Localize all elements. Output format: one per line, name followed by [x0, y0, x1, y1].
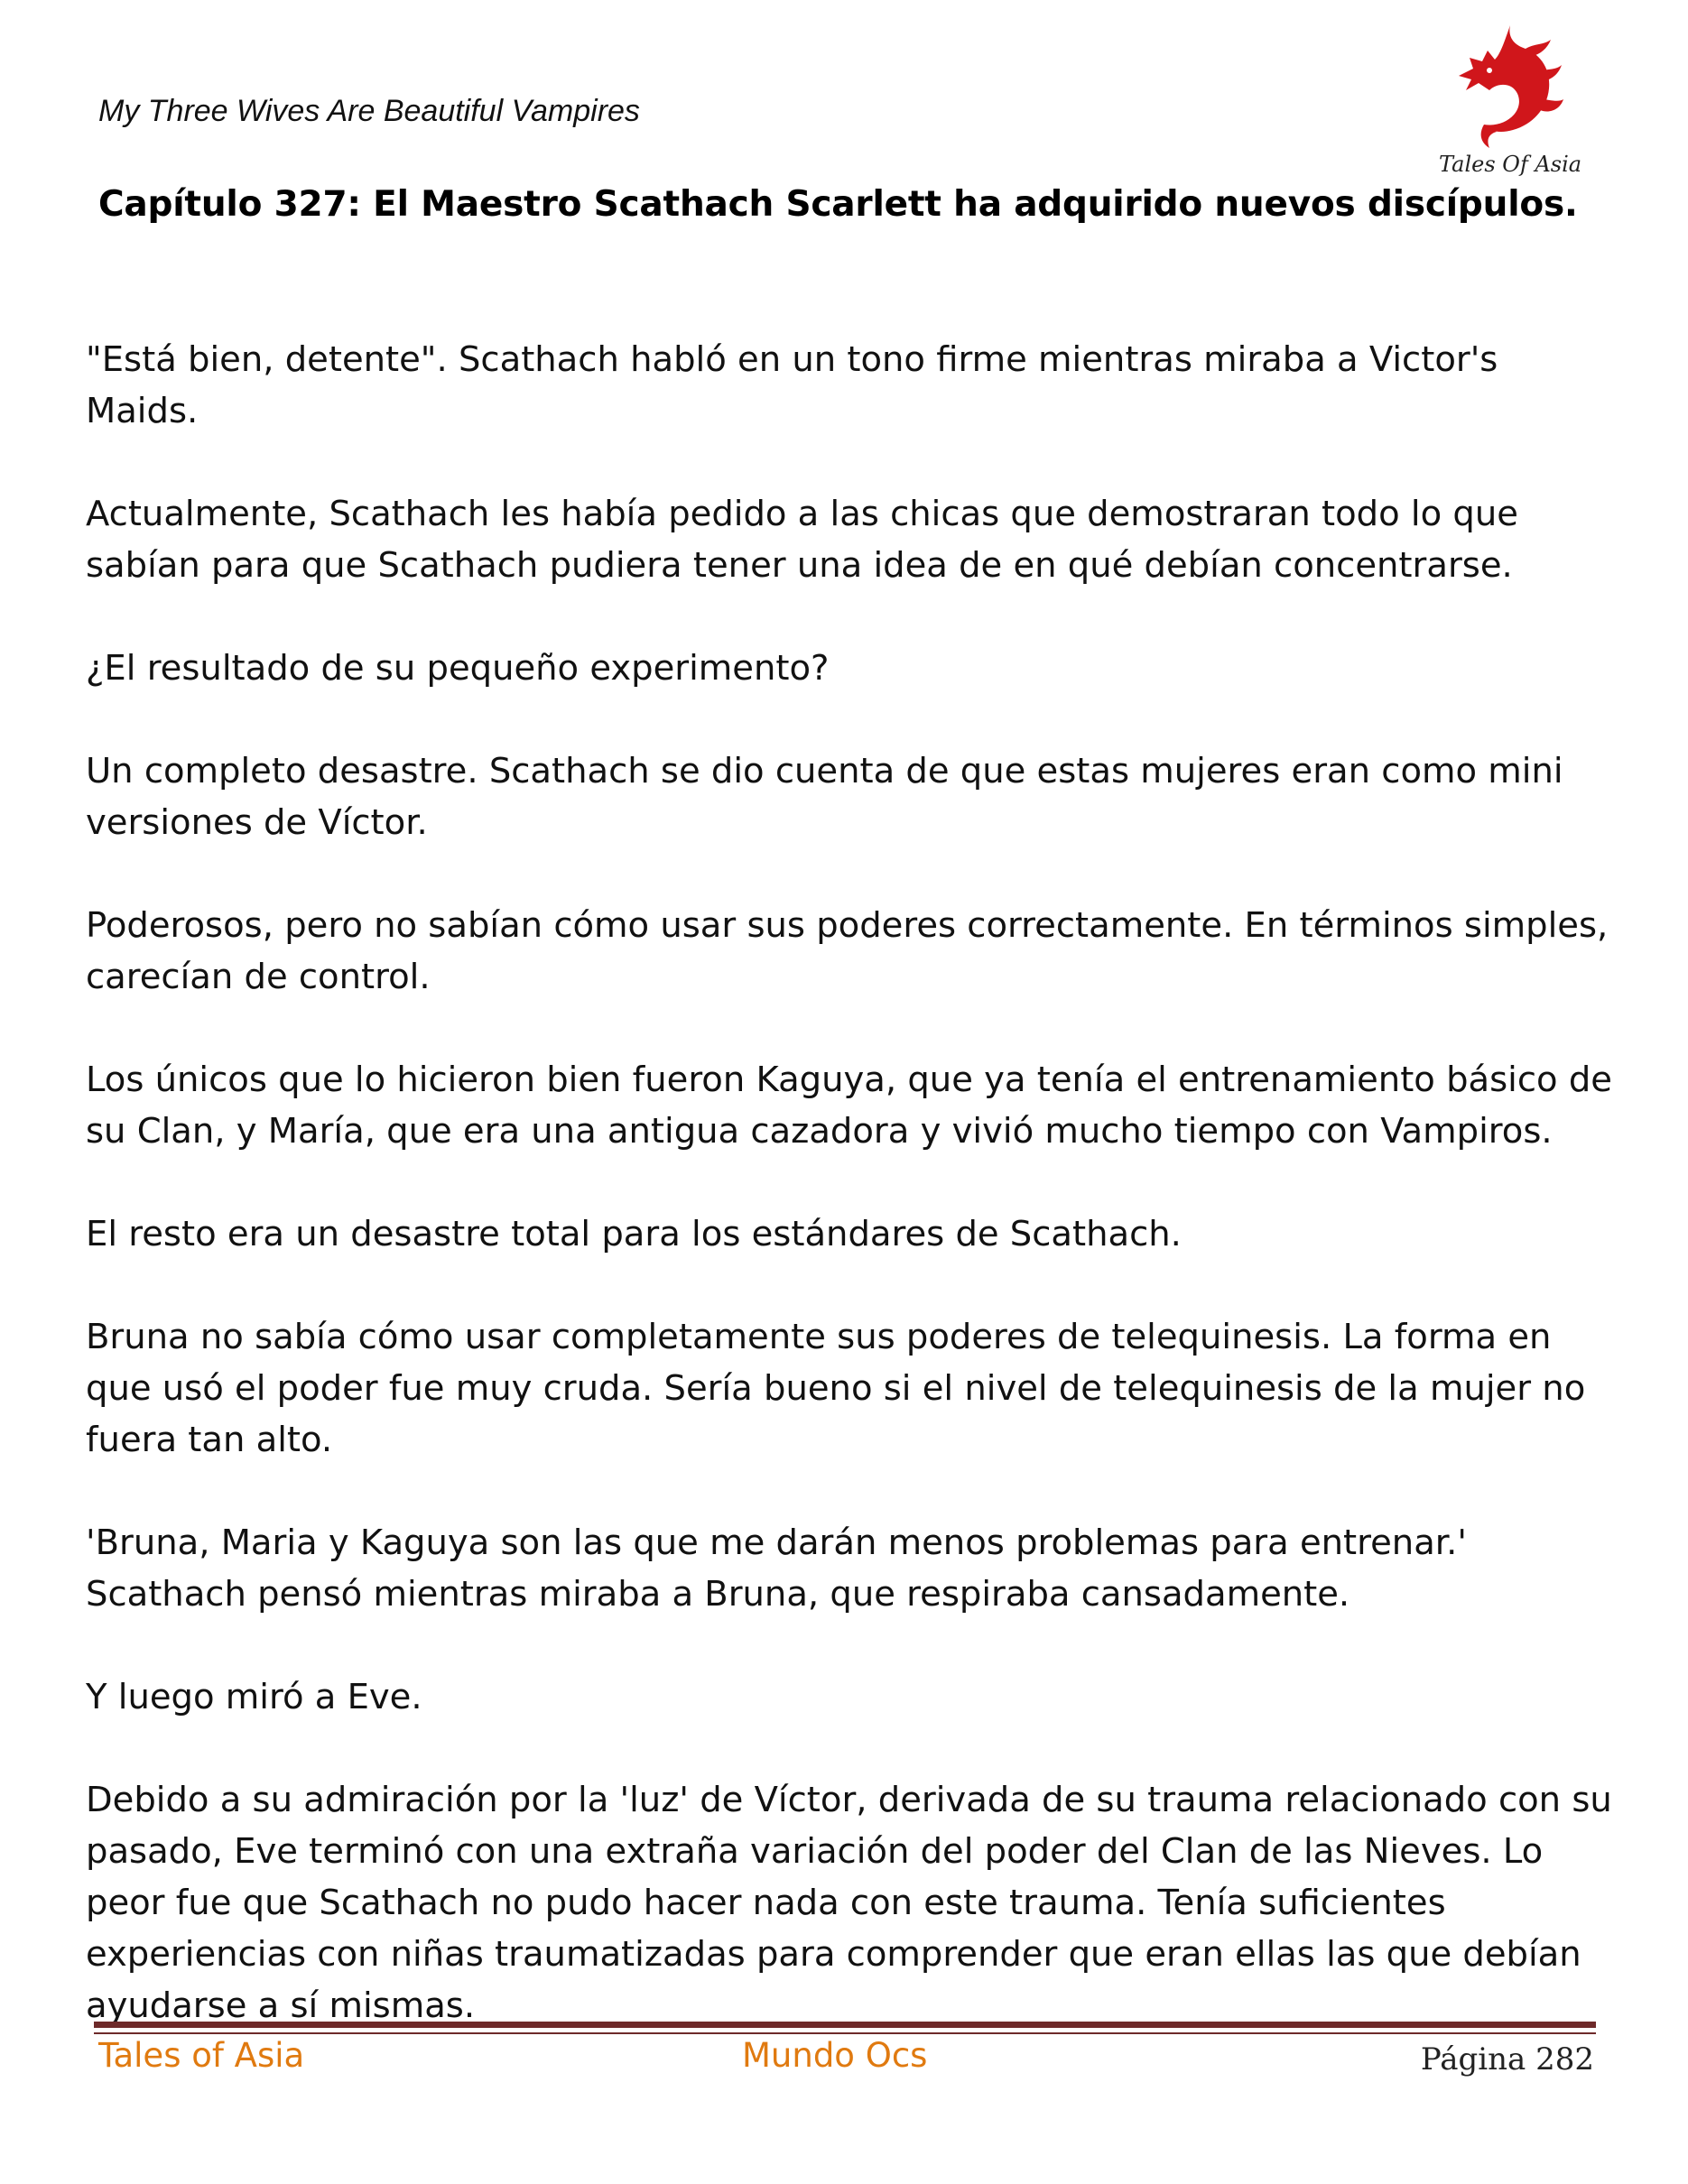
footer-divider-thin: [94, 2032, 1596, 2034]
paragraph: Un completo desastre. Scathach se dio cuenta de que estas mujeres eran como mini versiones de Víctor.: [86, 751, 1563, 843]
paragraph: Actualmente, Scathach les había pedido a las chicas que demostraran todo lo que sabían para que Scathach pudiera tener una idea de en qué debían concentrarse.: [86, 494, 1518, 586]
page-number: Página 282: [1420, 2041, 1594, 2078]
tales-of-asia-logo: [1424, 18, 1582, 180]
logo-text: Tales Of Asia: [1439, 152, 1582, 177]
footer-section-name: Mundo Ocs: [742, 2036, 928, 2075]
footer-divider: [94, 2022, 1596, 2028]
paragraph: ¿El resultado de su pequeño experimento?: [86, 648, 830, 689]
paragraph: "Está bien, detente". Scathach habló en un tono firme mientras miraba a Victor's Maids.: [86, 339, 1498, 431]
paragraph: 'Bruna, Maria y Kaguya son las que me darán menos problemas para entrenar.' Scathach pensó mientras miraba a Bruna, que respiraba cansadamente.: [86, 1522, 1467, 1615]
paragraph: Los únicos que lo hicieron bien fueron Kaguya, que ya tenía el entrenamiento básico de su Clan, y María, que era una antigua cazadora y vivió mucho tiempo con Vampiros.: [86, 1060, 1612, 1152]
paragraph: Bruna no sabía cómo usar completamente sus poderes de telequinesis. La forma en que usó el poder fue muy cruda. Sería bueno si el nivel de telequinesis de la mujer no fuera tan alto.: [86, 1317, 1586, 1460]
footer-site-name: Tales of Asia: [98, 2036, 305, 2075]
paragraph: Y luego miró a Eve.: [86, 1677, 422, 1717]
paragraph: Poderosos, pero no sabían cómo usar sus poderes correctamente. En términos simples, carecían de control.: [86, 905, 1609, 997]
chapter-body: [86, 334, 1620, 2083]
series-title: My Three Wives Are Beautiful Vampires: [98, 94, 640, 128]
red-dragon-icon: [1424, 18, 1569, 153]
chapter-title: Capítulo 327: El Maestro Scathach Scarlett ha adquirido nuevos discípulos.: [98, 184, 1578, 225]
paragraph: El resto era un desastre total para los estándares de Scathach.: [86, 1214, 1182, 1254]
paragraph: Debido a su admiración por la 'luz' de Víctor, derivada de su trauma relacionado con su pasado, Eve terminó con una extraña variación del poder del Clan de las Nieves. Lo peor fue que Scathach no pudo hacer nada con este trauma. Tenía suficientes experiencias con niñas traumatizadas para comprender que eran ellas las que debían ayudarse a sí mismas.: [86, 1780, 1612, 2026]
